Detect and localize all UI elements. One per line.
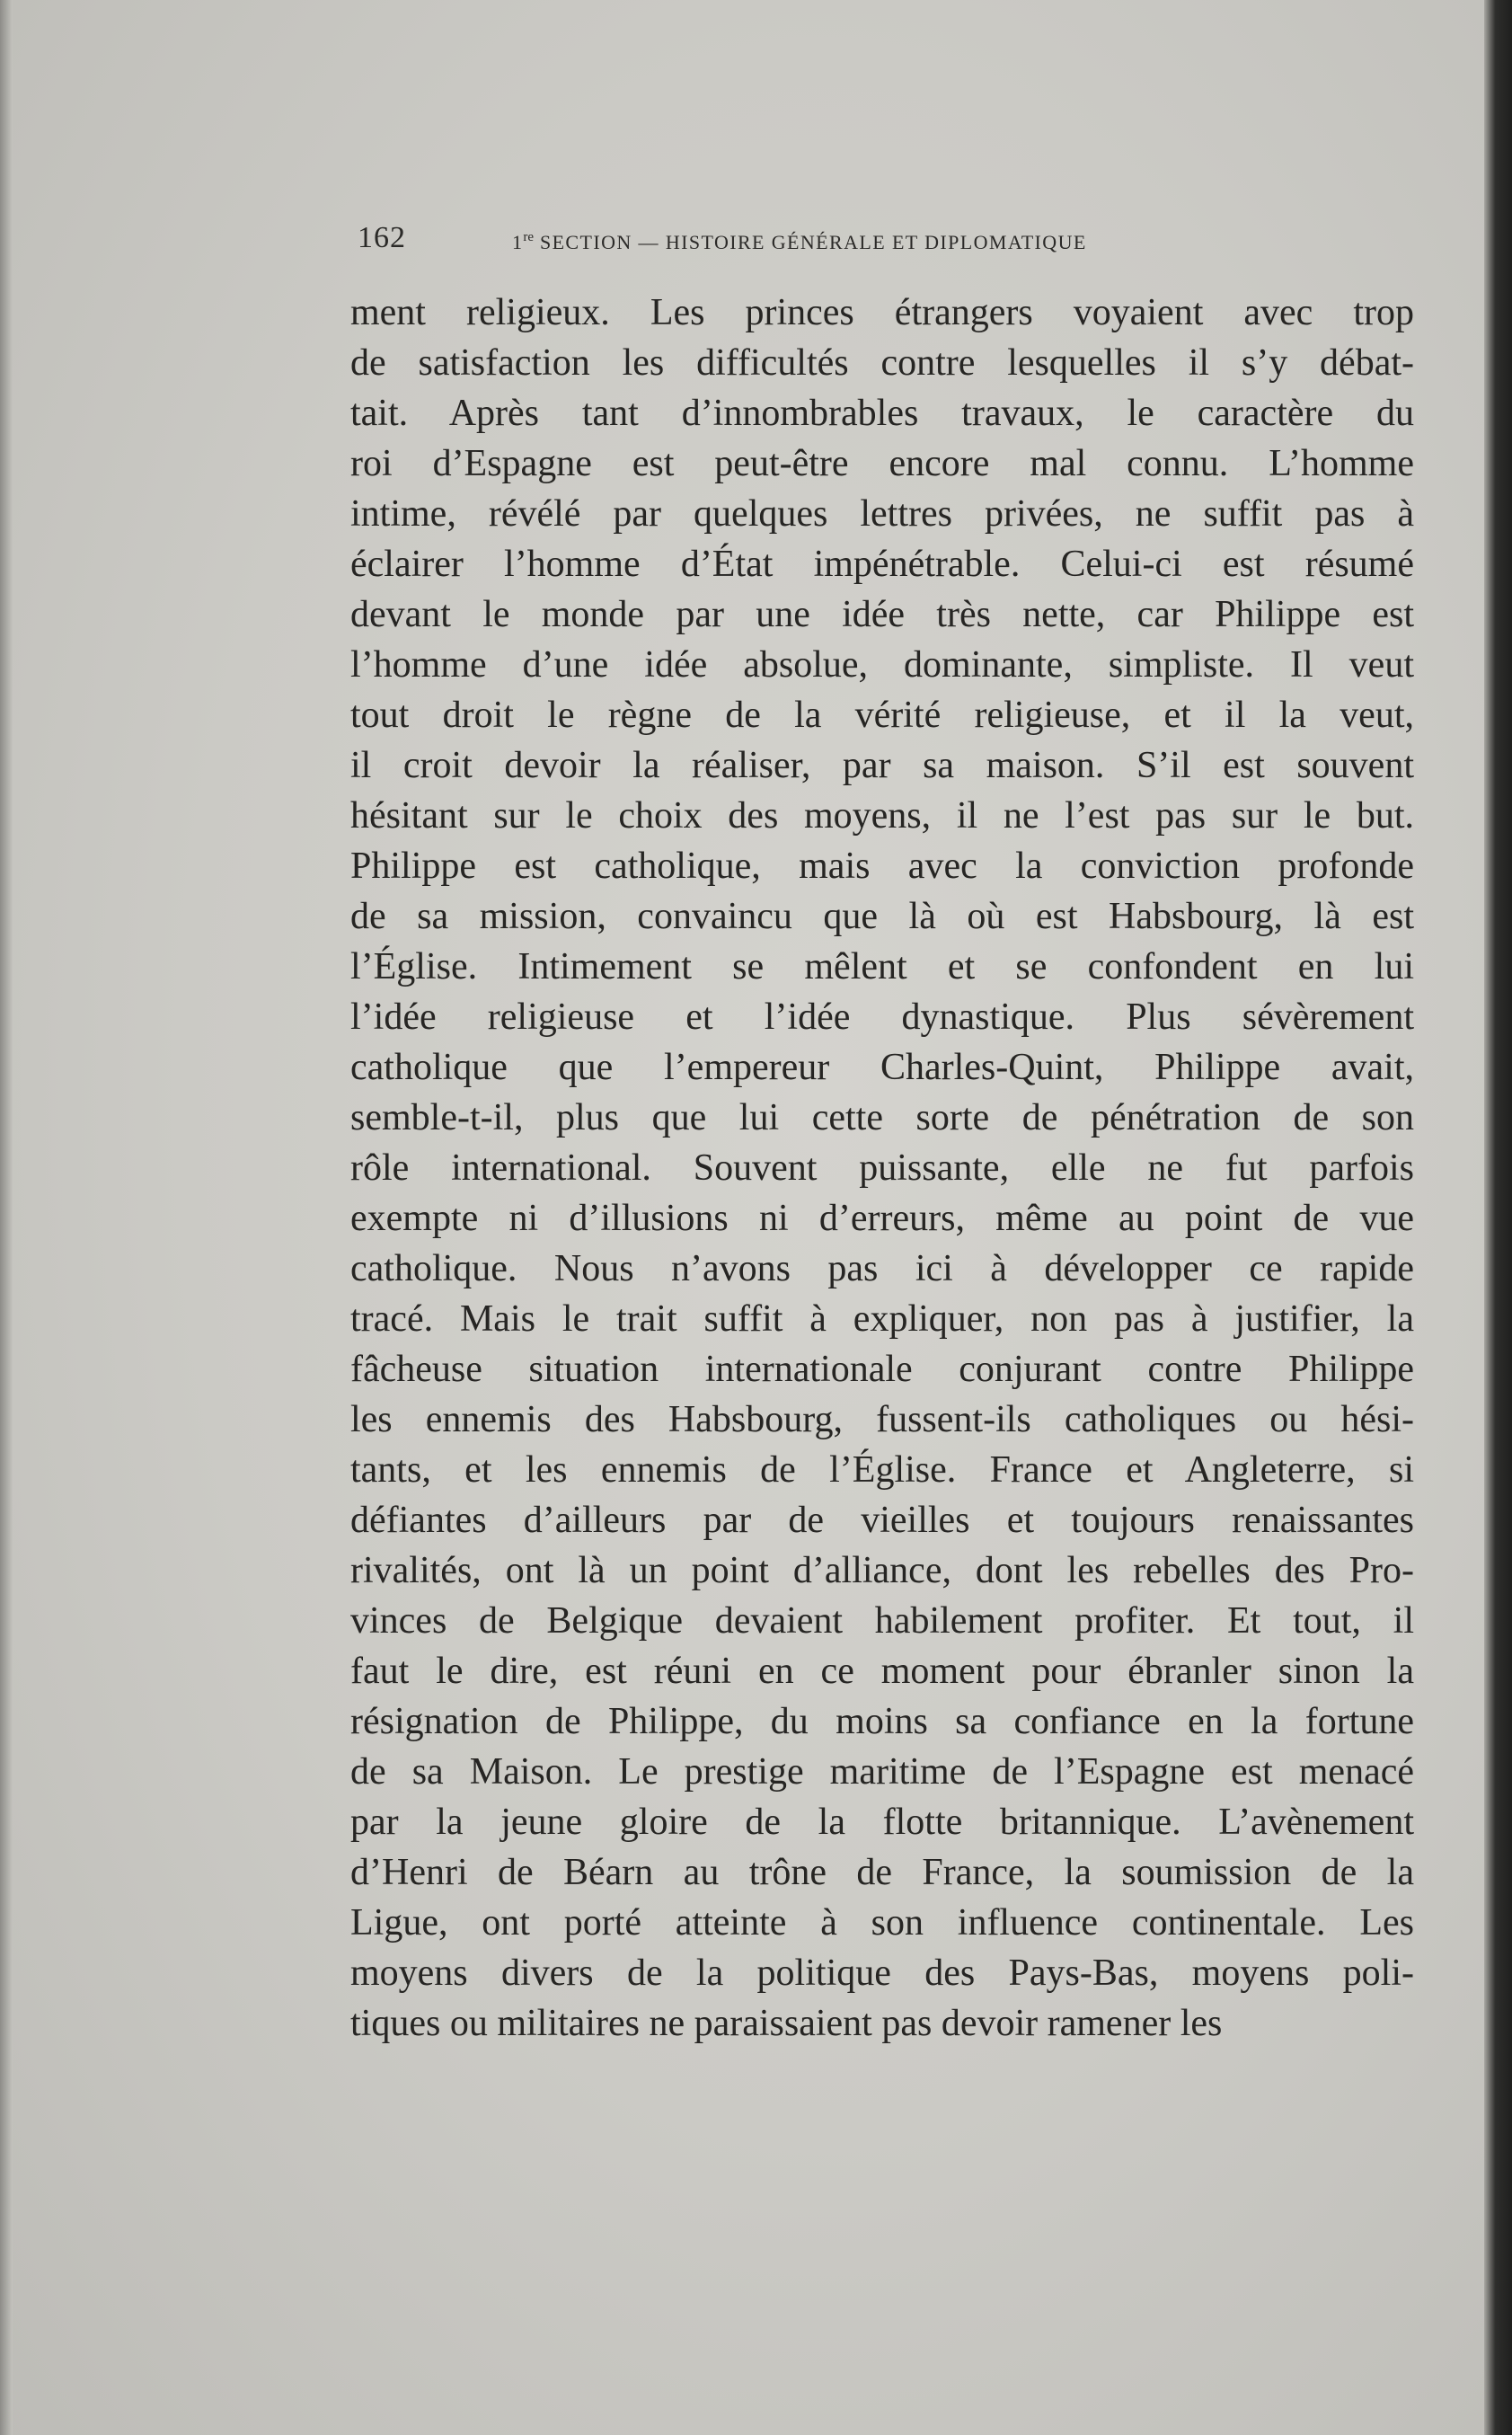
page-gutter-shadow — [0, 0, 13, 2435]
running-header — [358, 221, 1260, 261]
text-line: tout droit le règne de la vérité religieuse, et il la veut, — [350, 695, 1414, 736]
text-line: tants, et les ennemis de l’Église. France et Angleterre, si — [350, 1449, 1414, 1491]
text-line: exempte ni d’illusions ni d’erreurs, même au point de vue — [350, 1198, 1414, 1239]
page-number: 162 — [358, 221, 406, 254]
text-line: l’Église. Intimement se mêlent et se confondent en lui — [350, 946, 1414, 987]
section-ordinal-suffix: re — [523, 230, 535, 244]
text-line: Ligue, ont porté atteinte à son influence continentale. Les — [350, 1902, 1414, 1944]
section-ordinal: 1 — [512, 231, 524, 253]
text-line: fâcheuse situation internationale conjurant contre Philippe — [350, 1349, 1414, 1390]
body-text — [350, 288, 1414, 2049]
text-line: hésitant sur le choix des moyens, il ne l’est pas sur le but. — [350, 795, 1414, 837]
text-line: rôle international. Souvent puissante, elle ne fut parfois — [350, 1147, 1414, 1189]
text-line: tracé. Mais le trait suffit à expliquer, non pas à justifier, la — [350, 1298, 1414, 1340]
text-line: les ennemis des Habsbourg, fussent-ils catholiques ou hési- — [350, 1399, 1414, 1440]
text-line: faut le dire, est réuni en ce moment pour ébranler sinon la — [350, 1651, 1414, 1692]
text-line: rivalités, ont là un point d’alliance, dont les rebelles des Pro- — [350, 1550, 1414, 1591]
text-line: catholique. Nous n’avons pas ici à développer ce rapide — [350, 1248, 1414, 1289]
text-line: semble-t-il, plus que lui cette sorte de pénétration de son — [350, 1097, 1414, 1138]
text-line: de sa Maison. Le prestige maritime de l’Espagne est menacé — [350, 1751, 1414, 1793]
text-line: Philippe est catholique, mais avec la conviction profonde — [350, 846, 1414, 887]
text-line: l’homme d’une idée absolue, dominante, simpliste. Il veut — [350, 644, 1414, 686]
text-line: il croit devoir la réaliser, par sa maison. S’il est souvent — [350, 745, 1414, 786]
text-line: ment religieux. Les princes étrangers voyaient avec trop — [350, 292, 1414, 333]
text-line: catholique que l’empereur Charles-Quint, Philippe avait, — [350, 1047, 1414, 1088]
text-line: vinces de Belgique devaient habilement profiter. Et tout, il — [350, 1600, 1414, 1642]
section-title-text: SECTION — HISTOIRE GÉNÉRALE ET DIPLOMATIQUE — [534, 231, 1087, 253]
text-line: défiantes d’ailleurs par de vieilles et toujours renaissantes — [350, 1500, 1414, 1541]
text-line: roi d’Espagne est peut-être encore mal connu. L’homme — [350, 443, 1414, 484]
text-line: par la jeune gloire de la flotte britannique. L’avènement — [350, 1802, 1414, 1843]
text-line: intime, révélé par quelques lettres privées, ne suffit pas à — [350, 493, 1414, 535]
text-line: tait. Après tant d’innombrables travaux, le caractère du — [350, 393, 1414, 434]
text-line: tiques ou militaires ne paraissaient pas devoir ramener les — [350, 2003, 1223, 2044]
section-title — [512, 230, 1087, 254]
text-line: résignation de Philippe, du moins sa confiance en la fortune — [350, 1701, 1414, 1742]
text-line: l’idée religieuse et l’idée dynastique. Plus sévèrement — [350, 996, 1414, 1038]
text-line: devant le monde par une idée très nette, car Philippe est — [350, 594, 1414, 635]
text-line: d’Henri de Béarn au trône de France, la soumission de la — [350, 1852, 1414, 1893]
scan-border — [1484, 0, 1512, 2435]
text-line: éclairer l’homme d’État impénétrable. Celui-ci est résumé — [350, 544, 1414, 585]
text-line: de satisfaction les difficultés contre lesquelles il s’y débat- — [350, 342, 1414, 384]
text-line: de sa mission, convaincu que là où est Habsbourg, là est — [350, 896, 1414, 937]
text-line: moyens divers de la politique des Pays-Bas, moyens poli- — [350, 1952, 1414, 1994]
